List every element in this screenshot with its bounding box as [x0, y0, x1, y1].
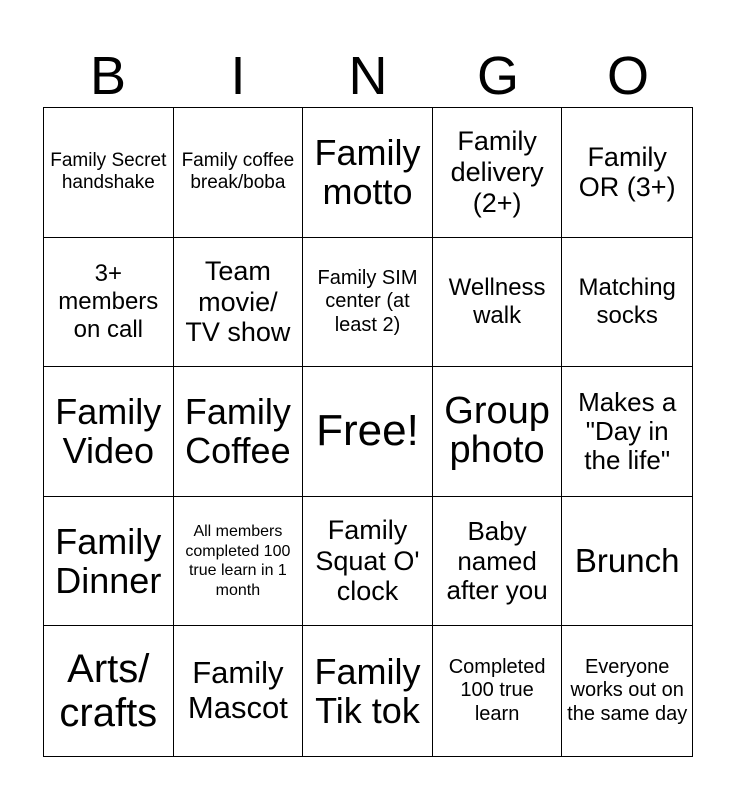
- bingo-cell[interactable]: Family OR (3+): [562, 108, 692, 238]
- header-letter-b: B: [89, 46, 127, 106]
- header-letter-g: G: [476, 46, 519, 106]
- bingo-header: [43, 46, 693, 106]
- bingo-cell[interactable]: 3+ members on call: [44, 238, 174, 368]
- bingo-cell[interactable]: Everyone works out on the same day: [567, 655, 688, 725]
- header-letter-n: N: [348, 46, 388, 106]
- header-letter-i: I: [230, 46, 246, 106]
- free-space[interactable]: Free!: [303, 367, 433, 497]
- bingo-cell[interactable]: Family Secret handshake: [44, 108, 174, 238]
- bingo-cell[interactable]: Family Squat O' clock: [303, 497, 433, 627]
- bingo-cell[interactable]: Completed 100 true learn: [433, 626, 563, 756]
- bingo-cell[interactable]: Family Dinner: [44, 497, 174, 627]
- bingo-cell[interactable]: Family Coffee: [174, 367, 304, 497]
- bingo-cell[interactable]: Family motto: [303, 108, 433, 238]
- header-letter-o: O: [606, 46, 649, 106]
- bingo-cell[interactable]: Group photo: [433, 367, 563, 497]
- bingo-cell[interactable]: Makes a "Day in the life": [562, 367, 692, 497]
- bingo-cell[interactable]: All members completed 100 true learn in 1 month: [174, 497, 304, 627]
- bingo-cell[interactable]: Family coffee break/boba: [174, 108, 304, 238]
- bingo-cell[interactable]: Family Video: [44, 367, 174, 497]
- bingo-cell[interactable]: Family Tik tok: [303, 626, 433, 756]
- bingo-cell[interactable]: Family SIM center (at least 2): [303, 238, 433, 368]
- bingo-cell[interactable]: Arts/ crafts: [44, 626, 174, 756]
- bingo-cell[interactable]: Family Mascot: [174, 626, 304, 756]
- bingo-grid: [43, 107, 693, 757]
- bingo-cell[interactable]: Team movie/ TV show: [174, 238, 304, 368]
- bingo-cell[interactable]: Brunch: [562, 497, 692, 627]
- bingo-cell[interactable]: Wellness walk: [433, 238, 563, 368]
- bingo-cell[interactable]: Matching socks: [562, 238, 692, 368]
- bingo-cell[interactable]: Family delivery (2+): [433, 108, 563, 238]
- bingo-cell[interactable]: Baby named after you: [433, 497, 563, 627]
